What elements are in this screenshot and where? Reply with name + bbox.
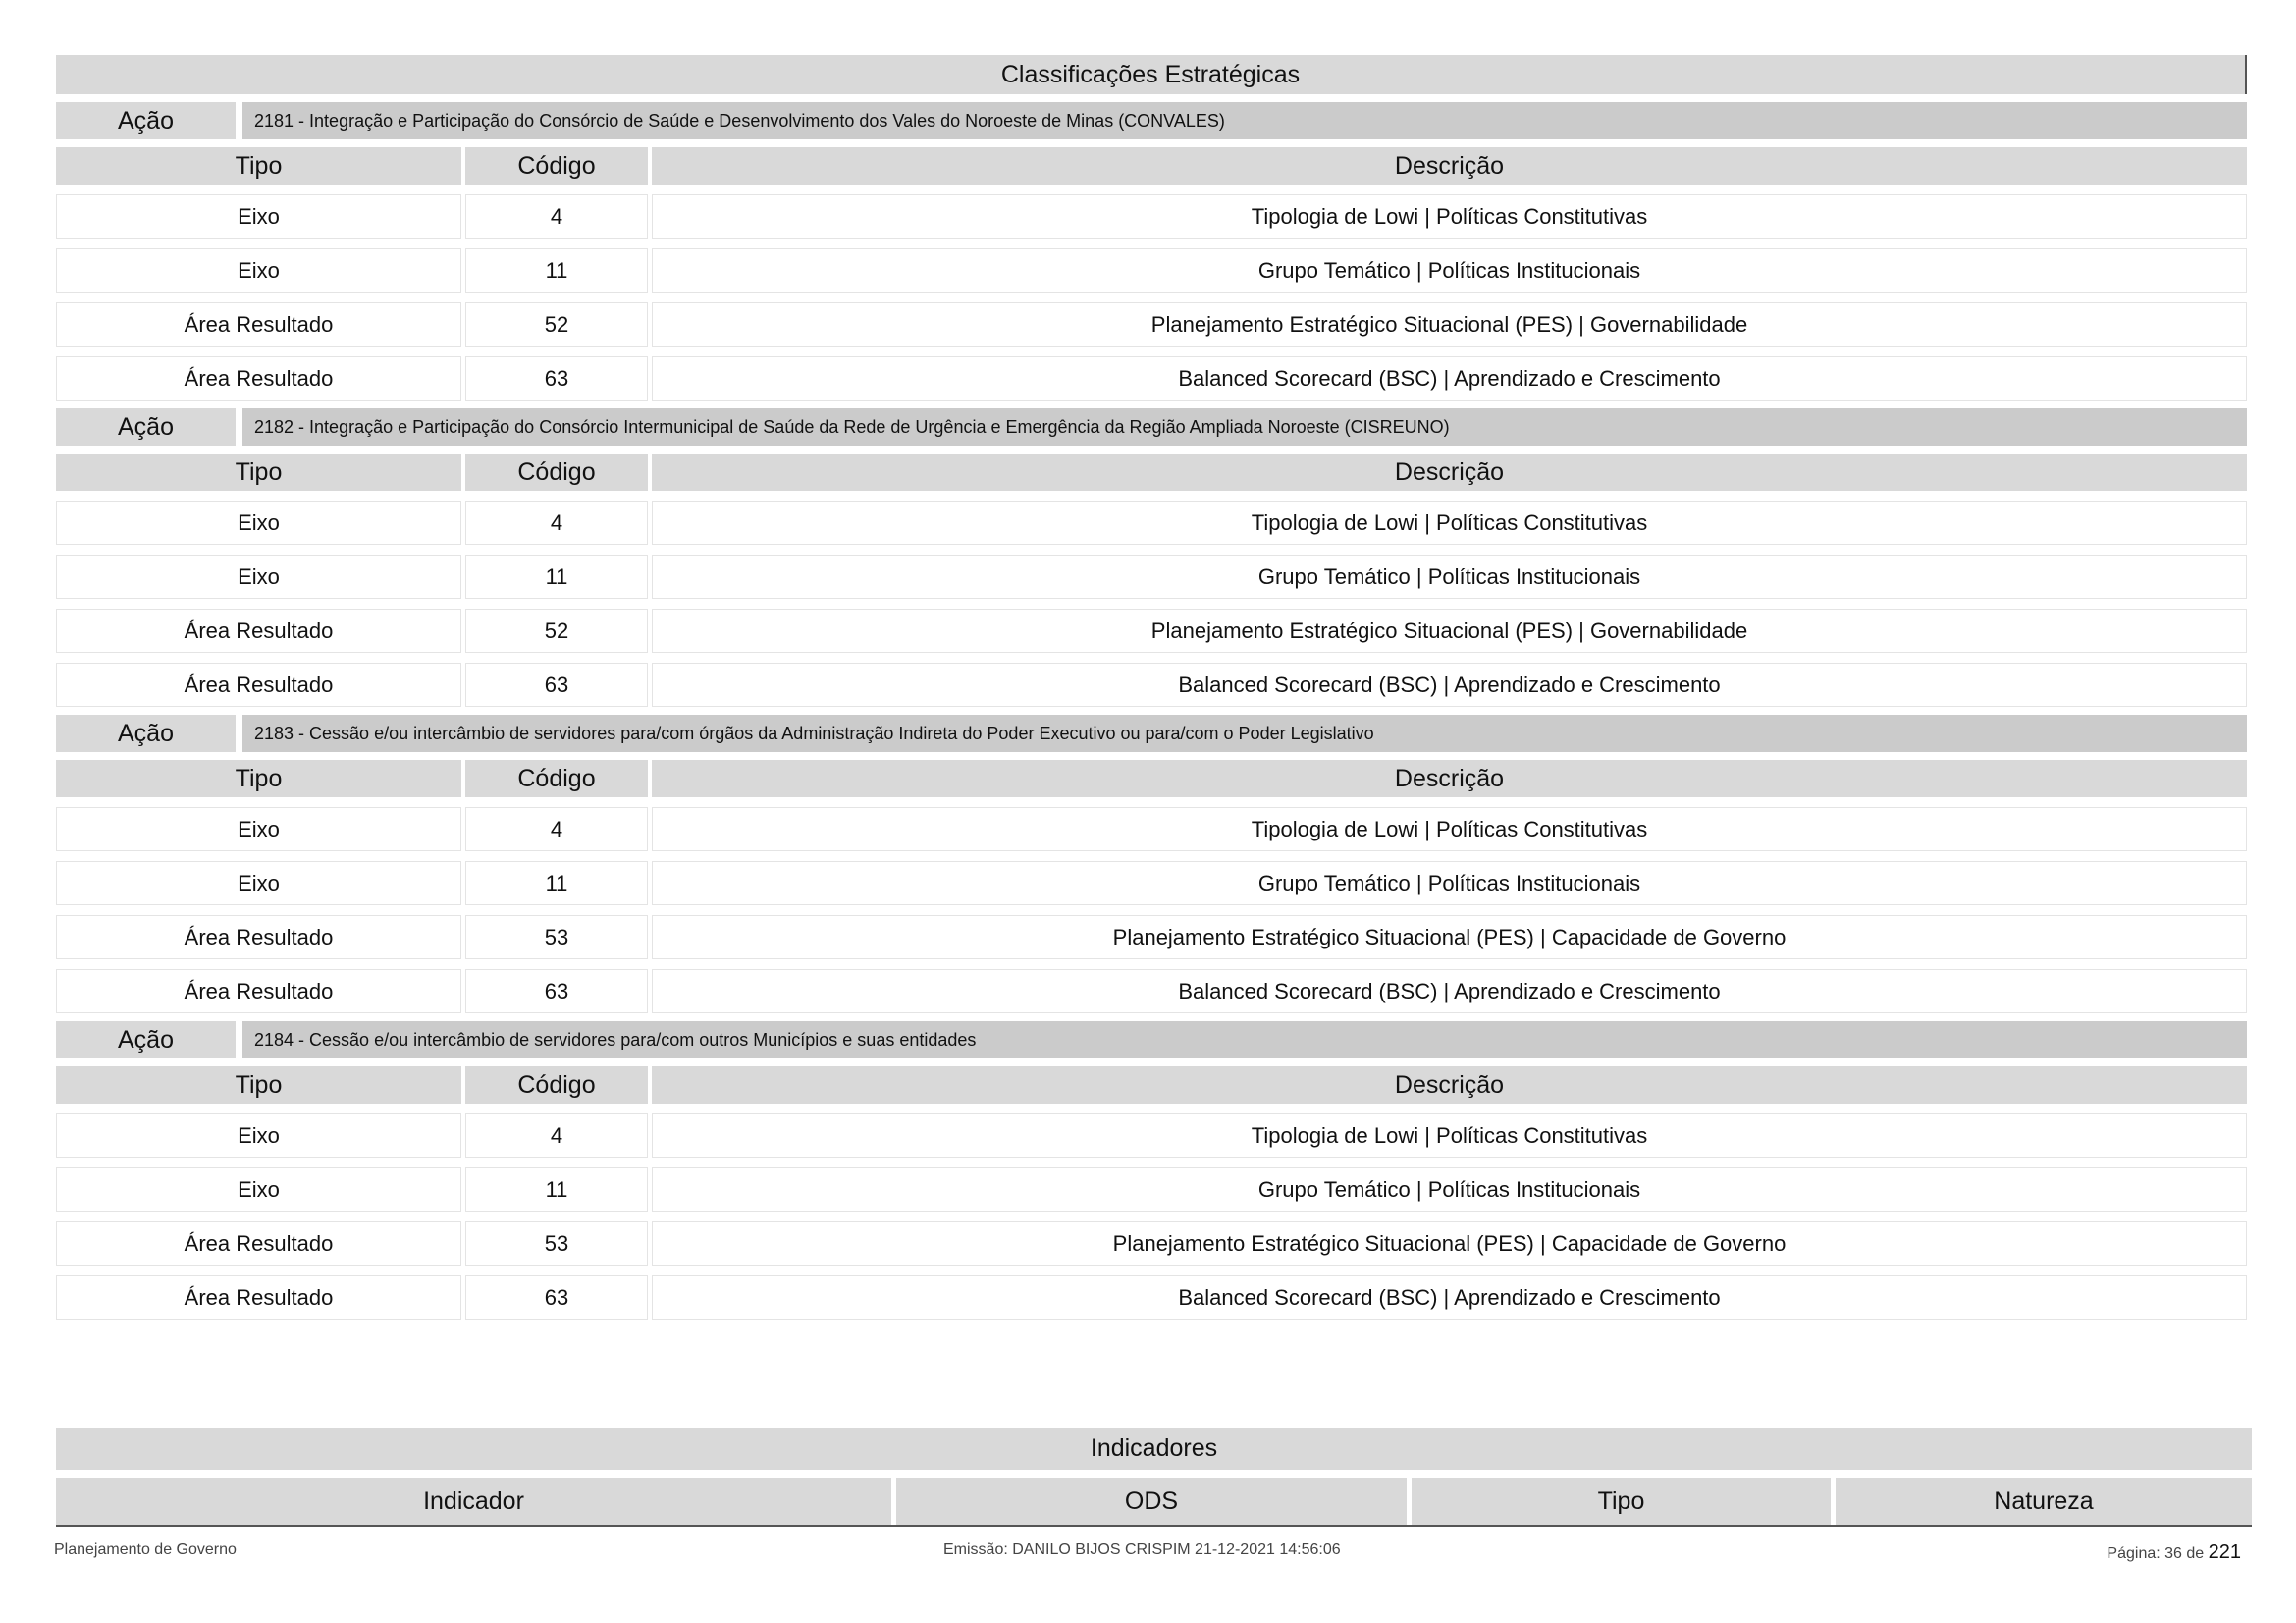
- cell-codigo: 11: [465, 248, 648, 293]
- acao-label: Ação: [56, 408, 236, 446]
- cell-descricao: Balanced Scorecard (BSC) | Aprendizado e Crescimento: [652, 356, 2247, 401]
- col-header-indicador: Indicador: [56, 1478, 891, 1525]
- col-header-tipo: Tipo: [56, 1066, 461, 1104]
- acao-row: [56, 1021, 2247, 1058]
- col-header-descricao: Descrição: [652, 760, 2247, 797]
- table-header: [56, 760, 2247, 797]
- col-header-tipo: Tipo: [56, 760, 461, 797]
- cell-tipo: Área Resultado: [56, 302, 461, 347]
- cell-codigo: 4: [465, 807, 648, 851]
- cell-descricao: Grupo Temático | Políticas Institucionais: [652, 1167, 2247, 1212]
- cell-codigo: 11: [465, 861, 648, 905]
- page-footer: [54, 1542, 2241, 1565]
- cell-codigo: 11: [465, 1167, 648, 1212]
- col-header-codigo: Código: [465, 454, 648, 491]
- table-header: [56, 1066, 2247, 1104]
- cell-descricao: Balanced Scorecard (BSC) | Aprendizado e Crescimento: [652, 663, 2247, 707]
- acao-row: [56, 715, 2247, 752]
- footer-left: Planejamento de Governo: [54, 1542, 237, 1558]
- cell-tipo: Eixo: [56, 1113, 461, 1158]
- table-row: [56, 861, 2247, 905]
- cell-codigo: 4: [465, 501, 648, 545]
- cell-descricao: Planejamento Estratégico Situacional (PES) | Governabilidade: [652, 609, 2247, 653]
- cell-codigo: 53: [465, 1221, 648, 1266]
- indicadores-header: [56, 1478, 2252, 1527]
- col-header-natureza: Natureza: [1836, 1478, 2252, 1525]
- cell-descricao: Tipologia de Lowi | Políticas Constitutivas: [652, 1113, 2247, 1158]
- col-header-descricao: Descrição: [652, 454, 2247, 491]
- cell-descricao: Tipologia de Lowi | Políticas Constitutivas: [652, 807, 2247, 851]
- cell-tipo: Área Resultado: [56, 969, 461, 1013]
- table-row: [56, 194, 2247, 239]
- cell-codigo: 63: [465, 663, 648, 707]
- col-header-tipo: Tipo: [56, 454, 461, 491]
- cell-tipo: Área Resultado: [56, 609, 461, 653]
- cell-codigo: 11: [465, 555, 648, 599]
- cell-descricao: Grupo Temático | Políticas Institucionais: [652, 555, 2247, 599]
- cell-tipo: Área Resultado: [56, 663, 461, 707]
- cell-tipo: Eixo: [56, 861, 461, 905]
- table-row: [56, 807, 2247, 851]
- cell-tipo: Área Resultado: [56, 915, 461, 959]
- table-row: [56, 609, 2247, 653]
- cell-codigo: 63: [465, 356, 648, 401]
- table-row: [56, 663, 2247, 707]
- cell-codigo: 4: [465, 194, 648, 239]
- cell-descricao: Grupo Temático | Políticas Institucionais: [652, 861, 2247, 905]
- acao-label: Ação: [56, 715, 236, 752]
- col-header-descricao: Descrição: [652, 1066, 2247, 1104]
- table-row: [56, 248, 2247, 293]
- table-row: [56, 915, 2247, 959]
- col-header-tipo: Tipo: [1412, 1478, 1831, 1525]
- cell-descricao: Planejamento Estratégico Situacional (PES) | Capacidade de Governo: [652, 1221, 2247, 1266]
- cell-descricao: Grupo Temático | Políticas Institucionais: [652, 248, 2247, 293]
- table-row: [56, 1275, 2247, 1320]
- cell-tipo: Eixo: [56, 807, 461, 851]
- cell-codigo: 52: [465, 609, 648, 653]
- cell-tipo: Eixo: [56, 555, 461, 599]
- table-header: [56, 147, 2247, 185]
- acao-description: 2184 - Cessão e/ou intercâmbio de servidores para/com outros Municípios e suas entidades: [242, 1021, 2247, 1058]
- cell-tipo: Área Resultado: [56, 356, 461, 401]
- indicadores-title: Indicadores: [56, 1428, 2252, 1470]
- acao-row: [56, 408, 2247, 446]
- acao-row: [56, 102, 2247, 139]
- cell-descricao: Balanced Scorecard (BSC) | Aprendizado e Crescimento: [652, 1275, 2247, 1320]
- page-total: 221: [2208, 1542, 2241, 1563]
- acao-description: 2183 - Cessão e/ou intercâmbio de servidores para/com órgãos da Administração Indireta do Poder Executivo ou para/com o Poder Legislativo: [242, 715, 2247, 752]
- footer-pagination: [2107, 1542, 2241, 1564]
- section-title: Classificações Estratégicas: [56, 55, 2247, 94]
- cell-tipo: Eixo: [56, 1167, 461, 1212]
- cell-codigo: 53: [465, 915, 648, 959]
- cell-descricao: Tipologia de Lowi | Políticas Constitutivas: [652, 501, 2247, 545]
- cell-codigo: 52: [465, 302, 648, 347]
- cell-tipo: Área Resultado: [56, 1221, 461, 1266]
- col-header-codigo: Código: [465, 1066, 648, 1104]
- cell-descricao: Tipologia de Lowi | Políticas Constitutivas: [652, 194, 2247, 239]
- acao-description: 2181 - Integração e Participação do Consórcio de Saúde e Desenvolvimento dos Vales do Noroeste de Minas (CONVALES): [242, 102, 2247, 139]
- acao-description: 2182 - Integração e Participação do Consórcio Intermunicipal de Saúde da Rede de Urgência e Emergência da Região Ampliada Noroeste (CISREUNO): [242, 408, 2247, 446]
- col-header-ods: ODS: [896, 1478, 1407, 1525]
- table-row: [56, 302, 2247, 347]
- table-row: [56, 969, 2247, 1013]
- table-row: [56, 501, 2247, 545]
- table-row: [56, 1113, 2247, 1158]
- footer-emission: Emissão: DANILO BIJOS CRISPIM 21-12-2021 14:56:06: [943, 1542, 1341, 1558]
- acoes-list: [56, 102, 2247, 1320]
- col-header-descricao: Descrição: [652, 147, 2247, 185]
- table-row: [56, 1167, 2247, 1212]
- page-prefix: Página: 36 de: [2107, 1545, 2205, 1562]
- indicadores-section: [56, 1428, 2252, 1527]
- col-header-tipo: Tipo: [56, 147, 461, 185]
- table-row: [56, 1221, 2247, 1266]
- cell-codigo: 63: [465, 969, 648, 1013]
- col-header-codigo: Código: [465, 760, 648, 797]
- acao-label: Ação: [56, 1021, 236, 1058]
- cell-tipo: Eixo: [56, 501, 461, 545]
- col-header-codigo: Código: [465, 147, 648, 185]
- cell-tipo: Eixo: [56, 194, 461, 239]
- cell-descricao: Planejamento Estratégico Situacional (PES) | Capacidade de Governo: [652, 915, 2247, 959]
- table-row: [56, 555, 2247, 599]
- table-header: [56, 454, 2247, 491]
- acao-label: Ação: [56, 102, 236, 139]
- cell-descricao: Planejamento Estratégico Situacional (PES) | Governabilidade: [652, 302, 2247, 347]
- cell-tipo: Área Resultado: [56, 1275, 461, 1320]
- cell-descricao: Balanced Scorecard (BSC) | Aprendizado e Crescimento: [652, 969, 2247, 1013]
- cell-codigo: 4: [465, 1113, 648, 1158]
- table-row: [56, 356, 2247, 401]
- cell-codigo: 63: [465, 1275, 648, 1320]
- classificacoes-section: [56, 55, 2247, 1320]
- cell-tipo: Eixo: [56, 248, 461, 293]
